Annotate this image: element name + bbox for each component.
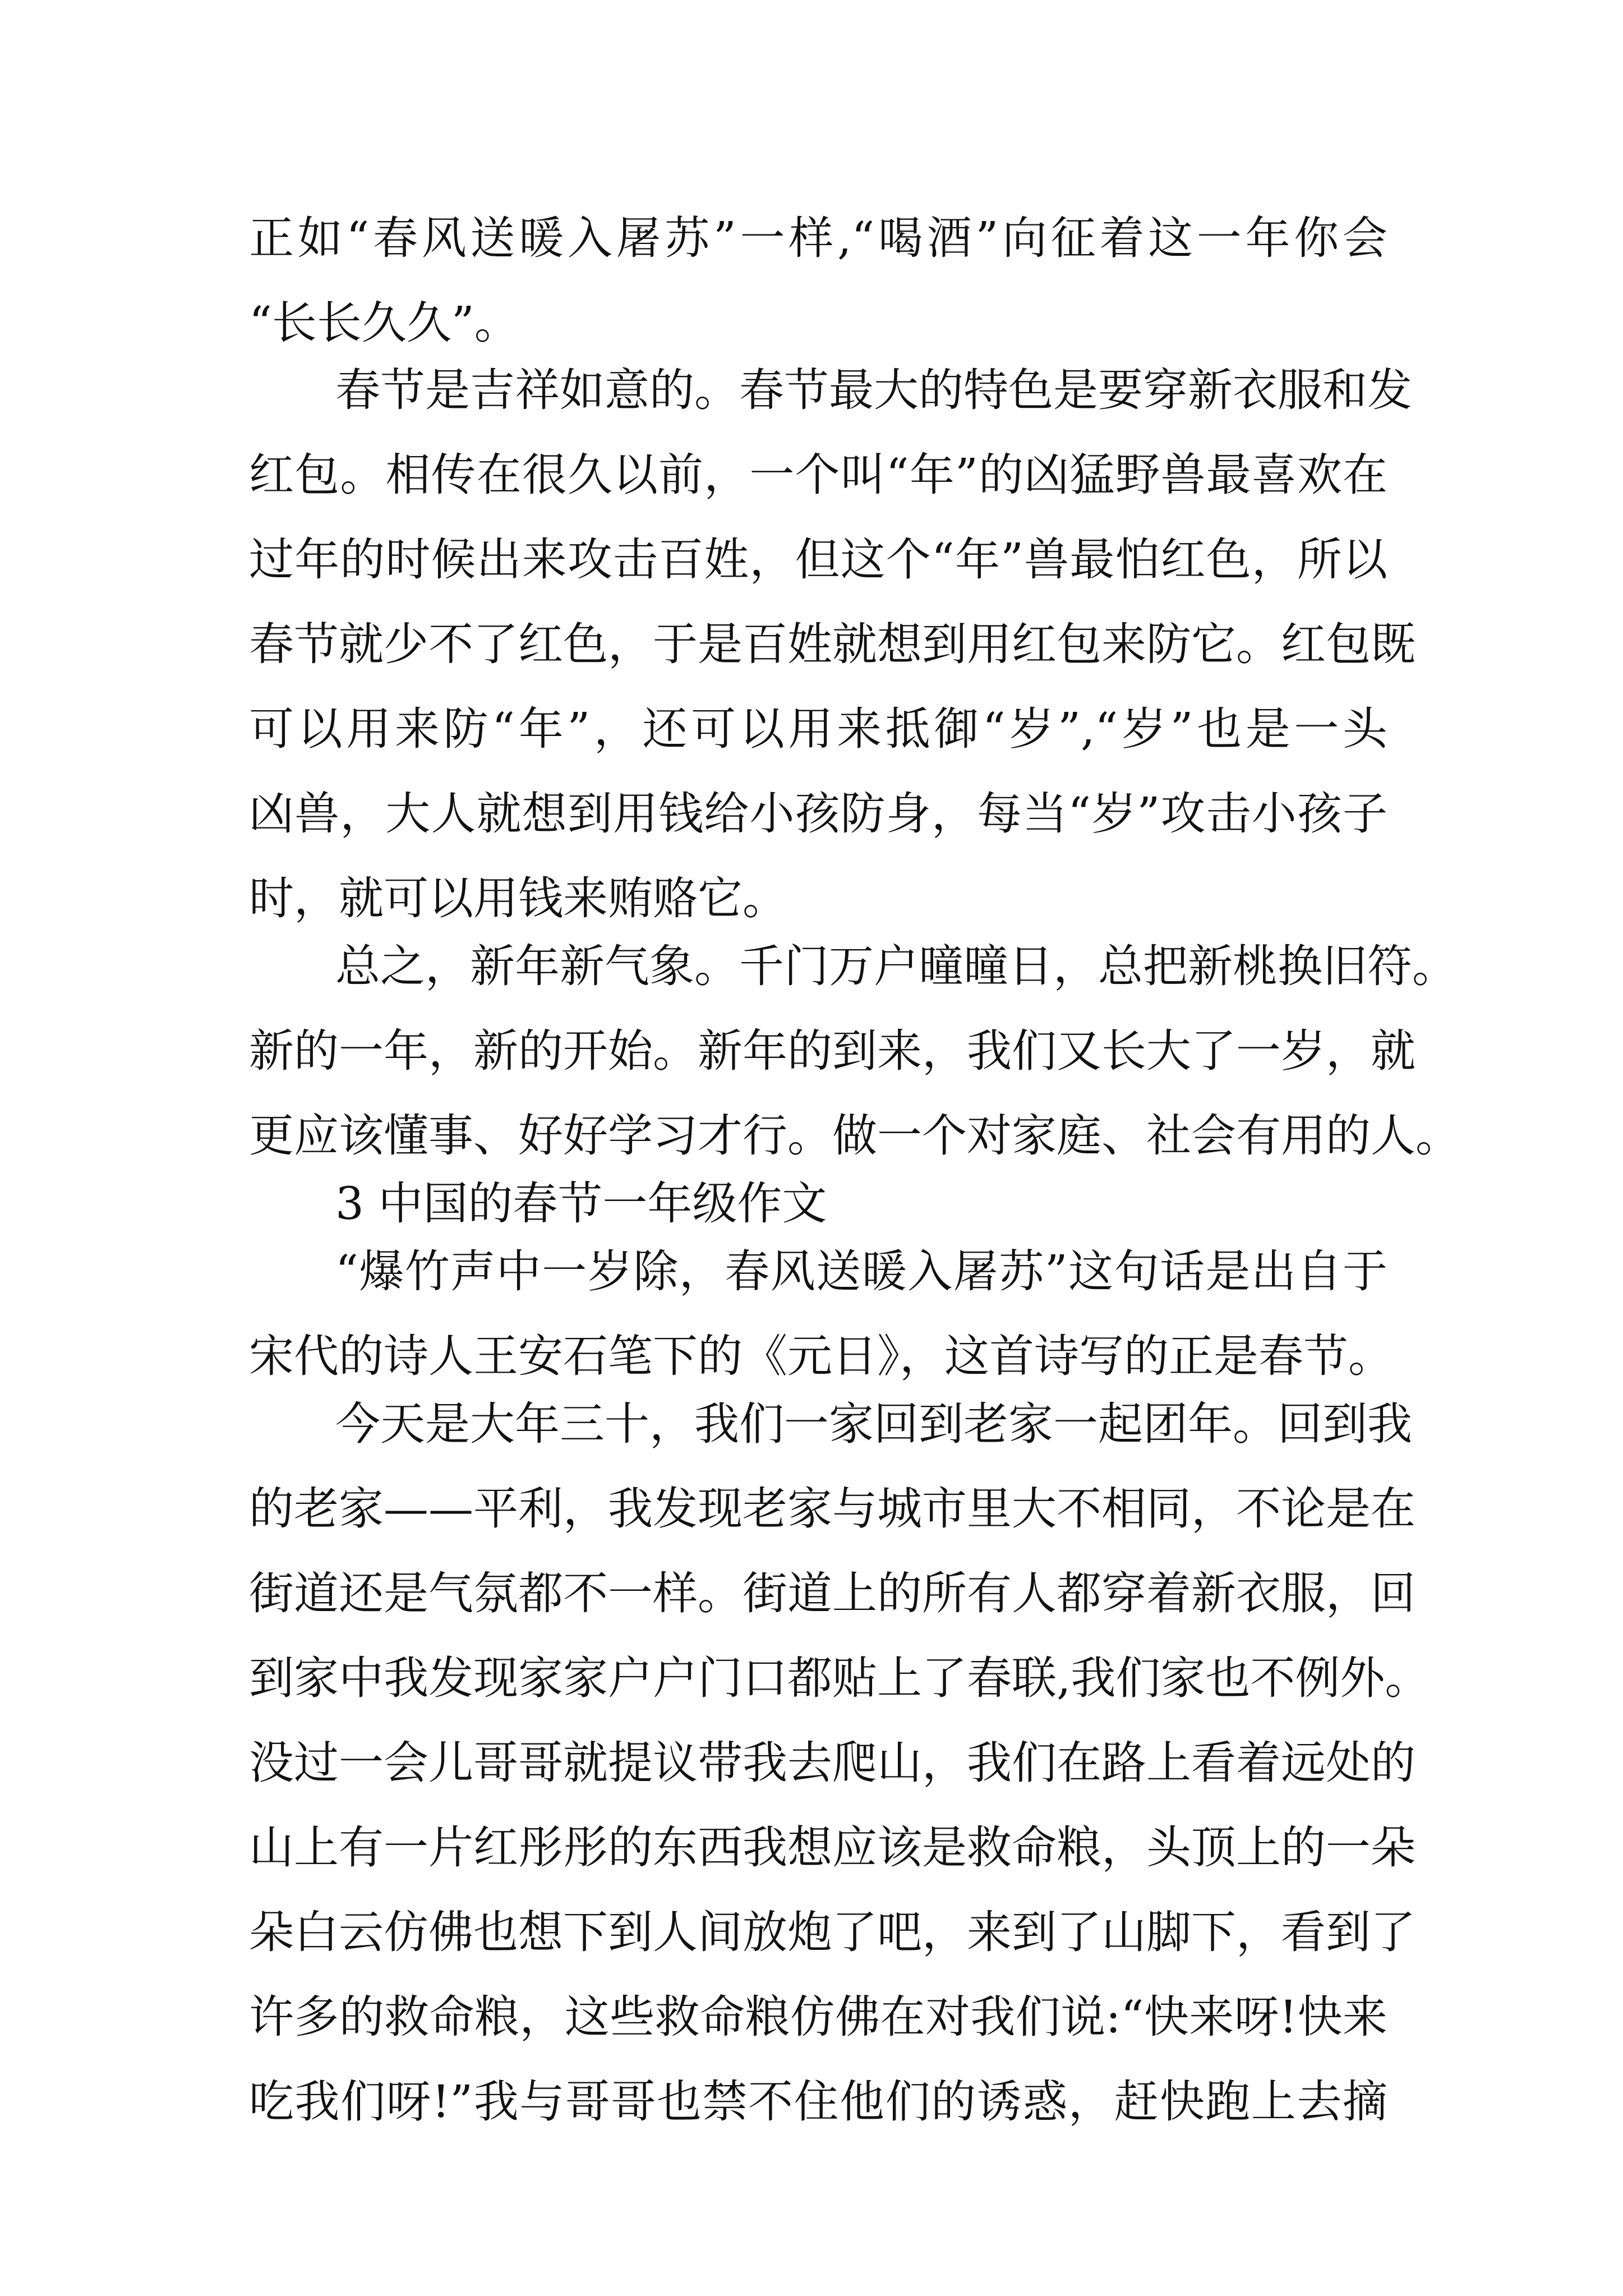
text-line: 时，就可以用钱来贿赂它。 bbox=[249, 872, 787, 924]
text-line: 可以用来防“年”，还可以用来抵御“岁”,“岁”也是一头 bbox=[249, 703, 1387, 755]
text-line: “爆竹声中一岁除，春风送暖入屠苏”这句话是出自于 bbox=[335, 1245, 1387, 1297]
text-line: “长长久久”。 bbox=[249, 297, 519, 349]
text-line: 宋代的诗人王安石笔下的《元日》，这首诗写的正是春节。 bbox=[249, 1330, 1393, 1382]
text-line: 春节是吉祥如意的。春节最大的特色是要穿新衣服和发 bbox=[335, 364, 1412, 416]
text-line: 许多的救命粮，这些救命粮仿佛在对我们说:“快来呀!快来 bbox=[249, 1991, 1387, 2043]
text-line: 到家中我发现家家户户门口都贴上了春联,我们家也不例外。 bbox=[249, 1652, 1430, 1704]
text-line: 街道还是气氛都不一样。街道上的所有人都穿着新衣服，回 bbox=[249, 1567, 1415, 1619]
text-line: 没过一会儿哥哥就提议带我去爬山，我们在路上看着远处的 bbox=[249, 1737, 1415, 1789]
text-line: 总之，新年新气象。千门万户曈曈日，总把新桃换旧符。 bbox=[335, 940, 1457, 992]
text-line: 山上有一片红彤彤的东西我想应该是救命粮，头顶上的一朵 bbox=[249, 1821, 1415, 1874]
text-line: 红包。相传在很久以前，一个叫“年”的凶猛野兽最喜欢在 bbox=[249, 449, 1387, 501]
text-line: 凶兽，大人就想到用钱给小孩防身，每当“岁”攻击小孩子 bbox=[249, 788, 1387, 840]
section-heading: 3 中国的春节一年级作文 bbox=[335, 1177, 827, 1230]
text-line: 朵白云仿佛也想下到人间放炮了吧，来到了山脚下，看到了 bbox=[249, 1906, 1415, 1958]
text-line: 新的一年，新的开始。新年的到来，我们又长大了一岁，就 bbox=[249, 1025, 1415, 1077]
text-line: 正如“春风送暖入屠苏”一样,“喝酒”向征着这一年你会 bbox=[249, 212, 1387, 264]
text-line: 过年的时候出来攻击百姓，但这个“年”兽最怕红色，所以 bbox=[249, 533, 1387, 586]
text-line: 的老家——平利，我发现老家与城市里大不相同，不论是在 bbox=[249, 1483, 1415, 1535]
text-line: 今天是大年三十，我们一家回到老家一起团年。回到我 bbox=[335, 1398, 1412, 1450]
text-line: 春节就少不了红色，于是百姓就想到用红包来防它。红包既 bbox=[249, 618, 1415, 670]
text-line: 吃我们呀!”我与哥哥也禁不住他们的诱惑，赶快跑上去摘 bbox=[249, 2076, 1387, 2128]
text-line: 更应该懂事、好好学习才行。做一个对家庭、社会有用的人。 bbox=[249, 1110, 1460, 1162]
